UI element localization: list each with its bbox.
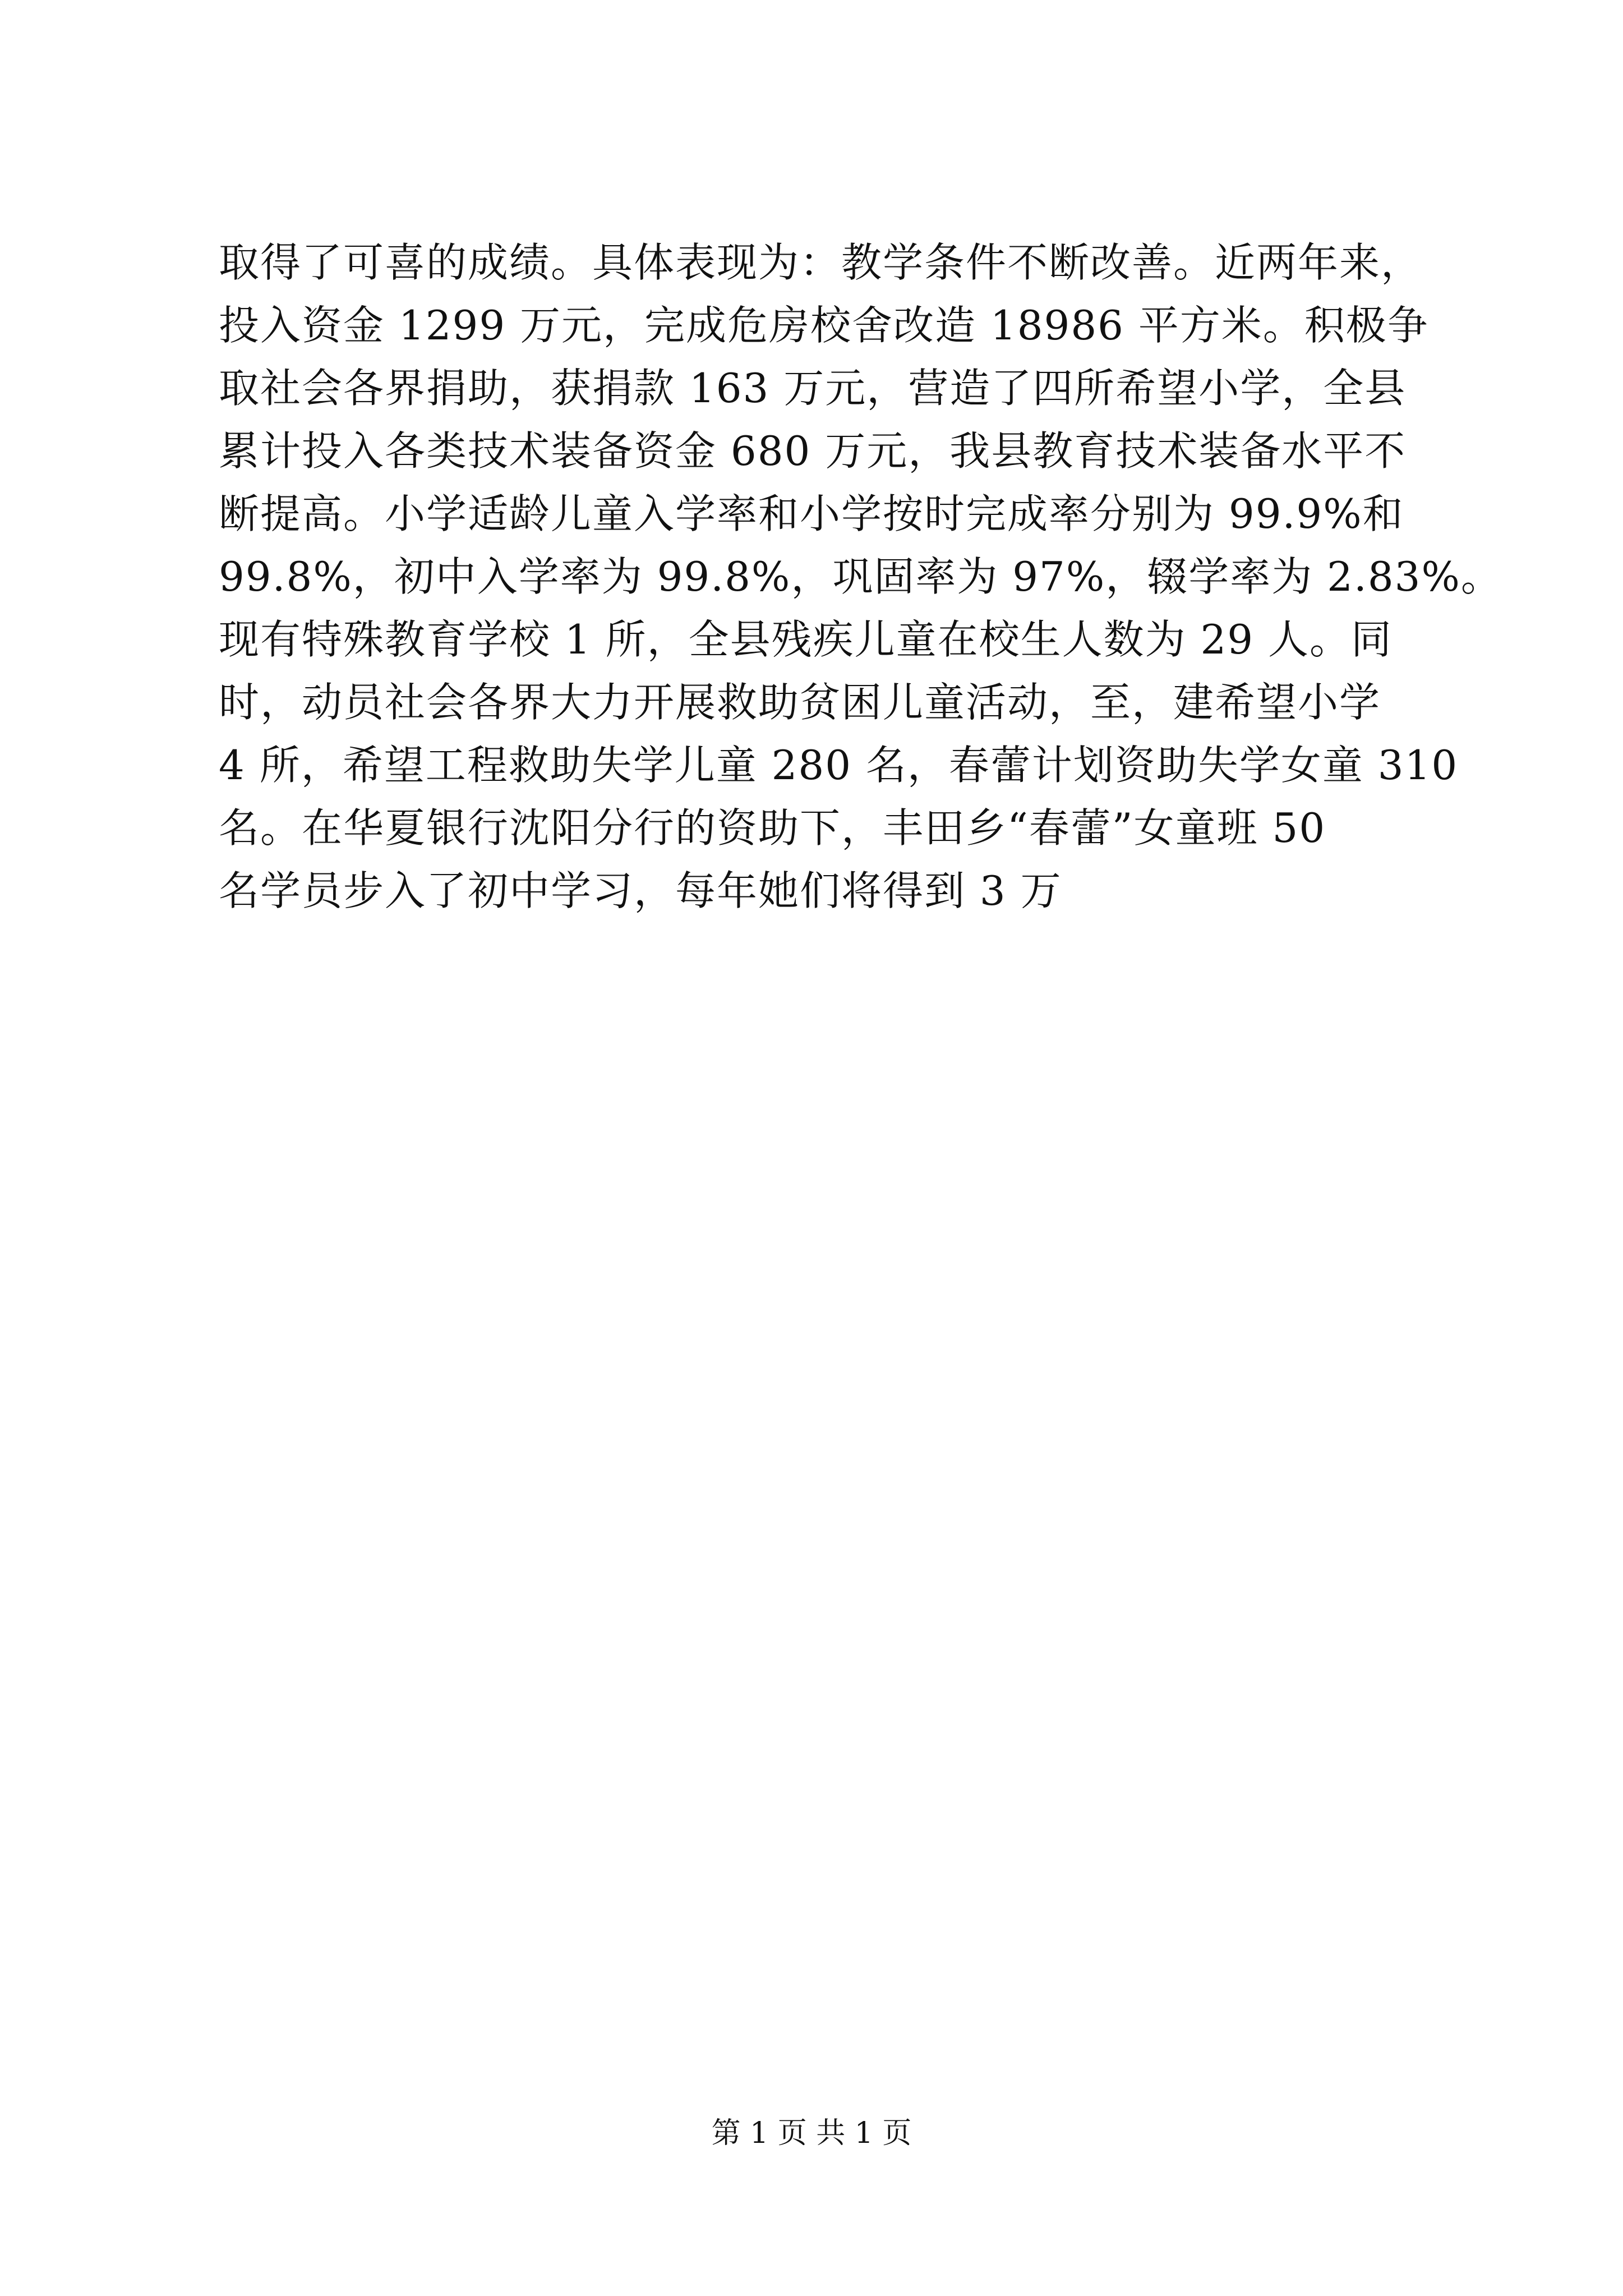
- text-line: 现有特殊教育学校 1 所，全县残疾儿童在校生人数为 29 人。同: [219, 616, 1393, 663]
- page-number: 第 1 页 共 1 页: [711, 2116, 912, 2150]
- text-line: 名学员步入了初中学习，每年她们将得到 3 万: [219, 867, 1062, 914]
- text-line: 99.8%，初中入学率为 99.8%，巩固率为 97%，辍学率为 2.83%。: [219, 553, 1502, 600]
- text-line: 取社会各界捐助，获捐款 163 万元，营造了四所希望小学，全县: [219, 365, 1407, 412]
- text-line: 取得了可喜的成绩。具体表现为：教学条件不断改善。近两年来，: [219, 239, 1423, 286]
- text-line: 4 所，希望工程救助失学儿童 280 名，春蕾计划资助失学女童 310: [219, 742, 1459, 789]
- text-line: 投入资金 1299 万元，完成危房校舍改造 18986 平方米。积极争: [219, 302, 1429, 349]
- text-line: 累计投入各类技术装备资金 680 万元，我县教育技术装备水平不: [219, 427, 1407, 475]
- body-paragraph: [219, 231, 1502, 922]
- text-line: 断提高。小学适龄儿童入学率和小学按时完成率分别为 99.9%和: [219, 490, 1404, 537]
- text-line: 时，动员社会各界大力开展救助贫困儿童活动，至，建希望小学: [219, 679, 1381, 726]
- text-line: 名。在华夏银行沈阳分行的资助下，丰田乡“春蕾”女童班 50: [219, 804, 1326, 852]
- page-footer: [0, 2114, 1623, 2153]
